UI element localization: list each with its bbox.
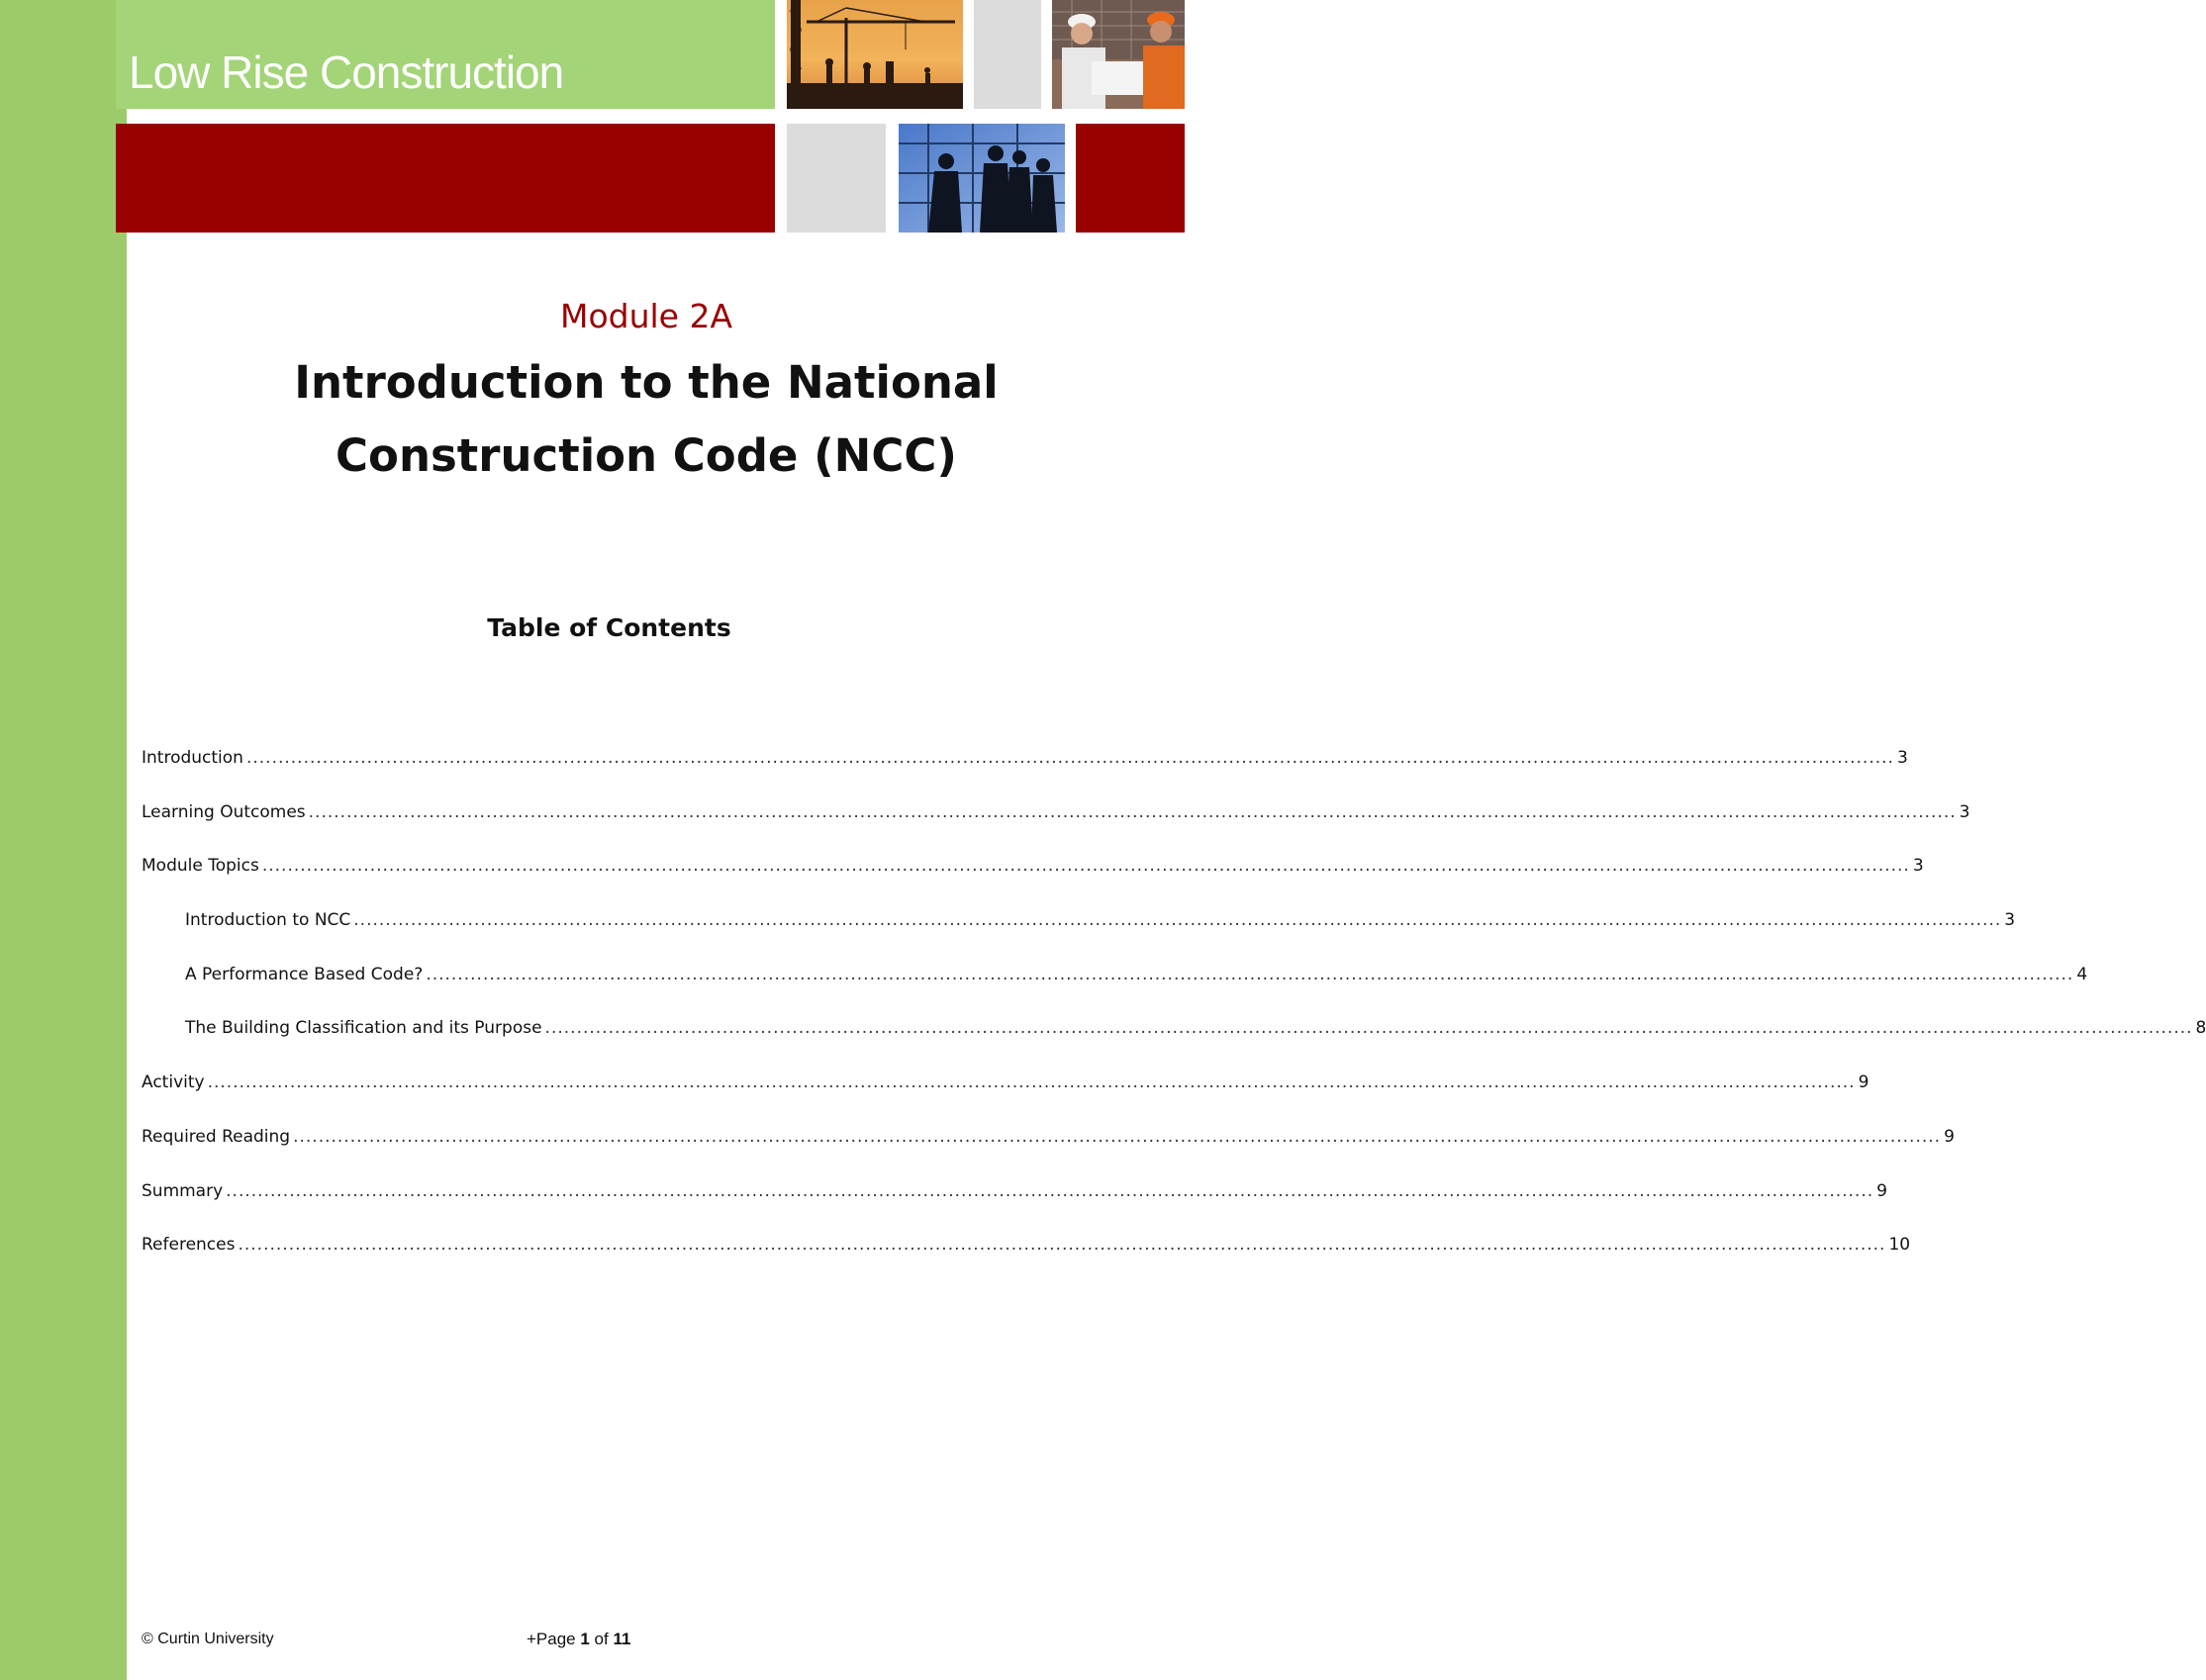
toc-entry-title: Introduction to NCC xyxy=(185,910,351,931)
document-title xyxy=(127,346,1166,493)
header-grey-tile-lower xyxy=(787,124,886,233)
toc-entry[interactable] xyxy=(142,1180,1887,1236)
toc-dot-leader: .................................................................................................................................................................................................................................................................... xyxy=(207,1073,1856,1093)
toc-entry[interactable] xyxy=(142,748,1908,802)
header-red-tile xyxy=(1076,124,1185,233)
workers-plans-photo xyxy=(1052,0,1185,109)
module-label: Module 2A xyxy=(559,297,733,335)
toc-entry-page: 9 xyxy=(1944,1126,1955,1147)
toc-entry[interactable] xyxy=(142,964,2088,1019)
toc-entry[interactable] xyxy=(142,856,1924,910)
page-of: of xyxy=(589,1630,614,1648)
toc-entry-title: Learning Outcomes xyxy=(142,801,306,822)
toc-dot-leader: .................................................................................................................................................................................................................................................................... xyxy=(245,748,1894,768)
header-banner-red xyxy=(116,124,775,233)
toc-entry[interactable] xyxy=(142,1073,1870,1127)
toc-dot-leader: .................................................................................................................................................................................................................................................................... xyxy=(261,856,1910,877)
toc-entry-page: 3 xyxy=(1959,801,1970,822)
document-title-line-1: Introduction to the National xyxy=(294,356,999,409)
toc-dot-leader: .................................................................................................................................................................................................................................................................... xyxy=(226,1180,1874,1201)
toc-entry-title: A Performance Based Code? xyxy=(185,964,424,984)
toc-entry-page: 9 xyxy=(1858,1073,1870,1093)
toc-dot-leader: .................................................................................................................................................................................................................................................................... xyxy=(293,1126,1942,1147)
toc-dot-leader: .................................................................................................................................................................................................................................................................... xyxy=(426,964,2074,984)
toc-entry-page: 3 xyxy=(1896,748,1908,768)
header-title: Low Rise Construction xyxy=(129,47,564,98)
toc-dot-leader: .................................................................................................................................................................................................................................................................... xyxy=(308,801,1957,822)
toc-entry-page: 4 xyxy=(2076,964,2088,984)
toc-entry-title: Activity xyxy=(142,1073,205,1093)
workers-silhouette-photo xyxy=(899,124,1065,233)
toc-entry[interactable] xyxy=(142,910,2016,965)
page-total: 11 xyxy=(613,1630,631,1648)
toc-entry-title: The Building Classification and its Purpose xyxy=(185,1018,542,1039)
toc-entry-page: 9 xyxy=(1876,1180,1887,1201)
toc-dot-leader: .................................................................................................................................................................................................................................................................... xyxy=(238,1235,1886,1256)
toc-entry-page: 10 xyxy=(1888,1235,1911,1256)
toc-entry-title: Summary xyxy=(142,1180,224,1201)
toc-heading: Table of Contents xyxy=(487,613,731,642)
toc-entry-page: 8 xyxy=(2195,1018,2206,1039)
page-prefix: +Page xyxy=(527,1630,581,1648)
table-of-contents xyxy=(142,748,2206,1289)
toc-entry[interactable] xyxy=(142,1235,1911,1289)
toc-entry-title: Module Topics xyxy=(142,856,259,877)
header-grey-tile xyxy=(974,0,1041,109)
crane-sunset-photo xyxy=(787,0,963,109)
toc-entry-title: Required Reading xyxy=(142,1126,291,1147)
document-title-line-2: Construction Code (NCC) xyxy=(336,429,957,482)
toc-entry[interactable] xyxy=(142,1126,1955,1181)
toc-entry-title: Introduction xyxy=(142,748,243,768)
toc-entry-title: References xyxy=(142,1235,236,1256)
footer-page-number xyxy=(527,1630,630,1649)
page-current: 1 xyxy=(580,1630,590,1648)
toc-entry-page: 3 xyxy=(2004,910,2016,931)
footer-copyright: © Curtin University xyxy=(142,1631,274,1647)
toc-dot-leader: .................................................................................................................................................................................................................................................................... xyxy=(353,910,2002,931)
toc-entry[interactable] xyxy=(142,801,1970,857)
toc-dot-leader: .................................................................................................................................................................................................................................................................... xyxy=(544,1018,2193,1039)
toc-entry-page: 3 xyxy=(1912,856,1924,877)
left-accent-bar xyxy=(0,0,127,1680)
toc-entry[interactable] xyxy=(142,1018,2206,1073)
